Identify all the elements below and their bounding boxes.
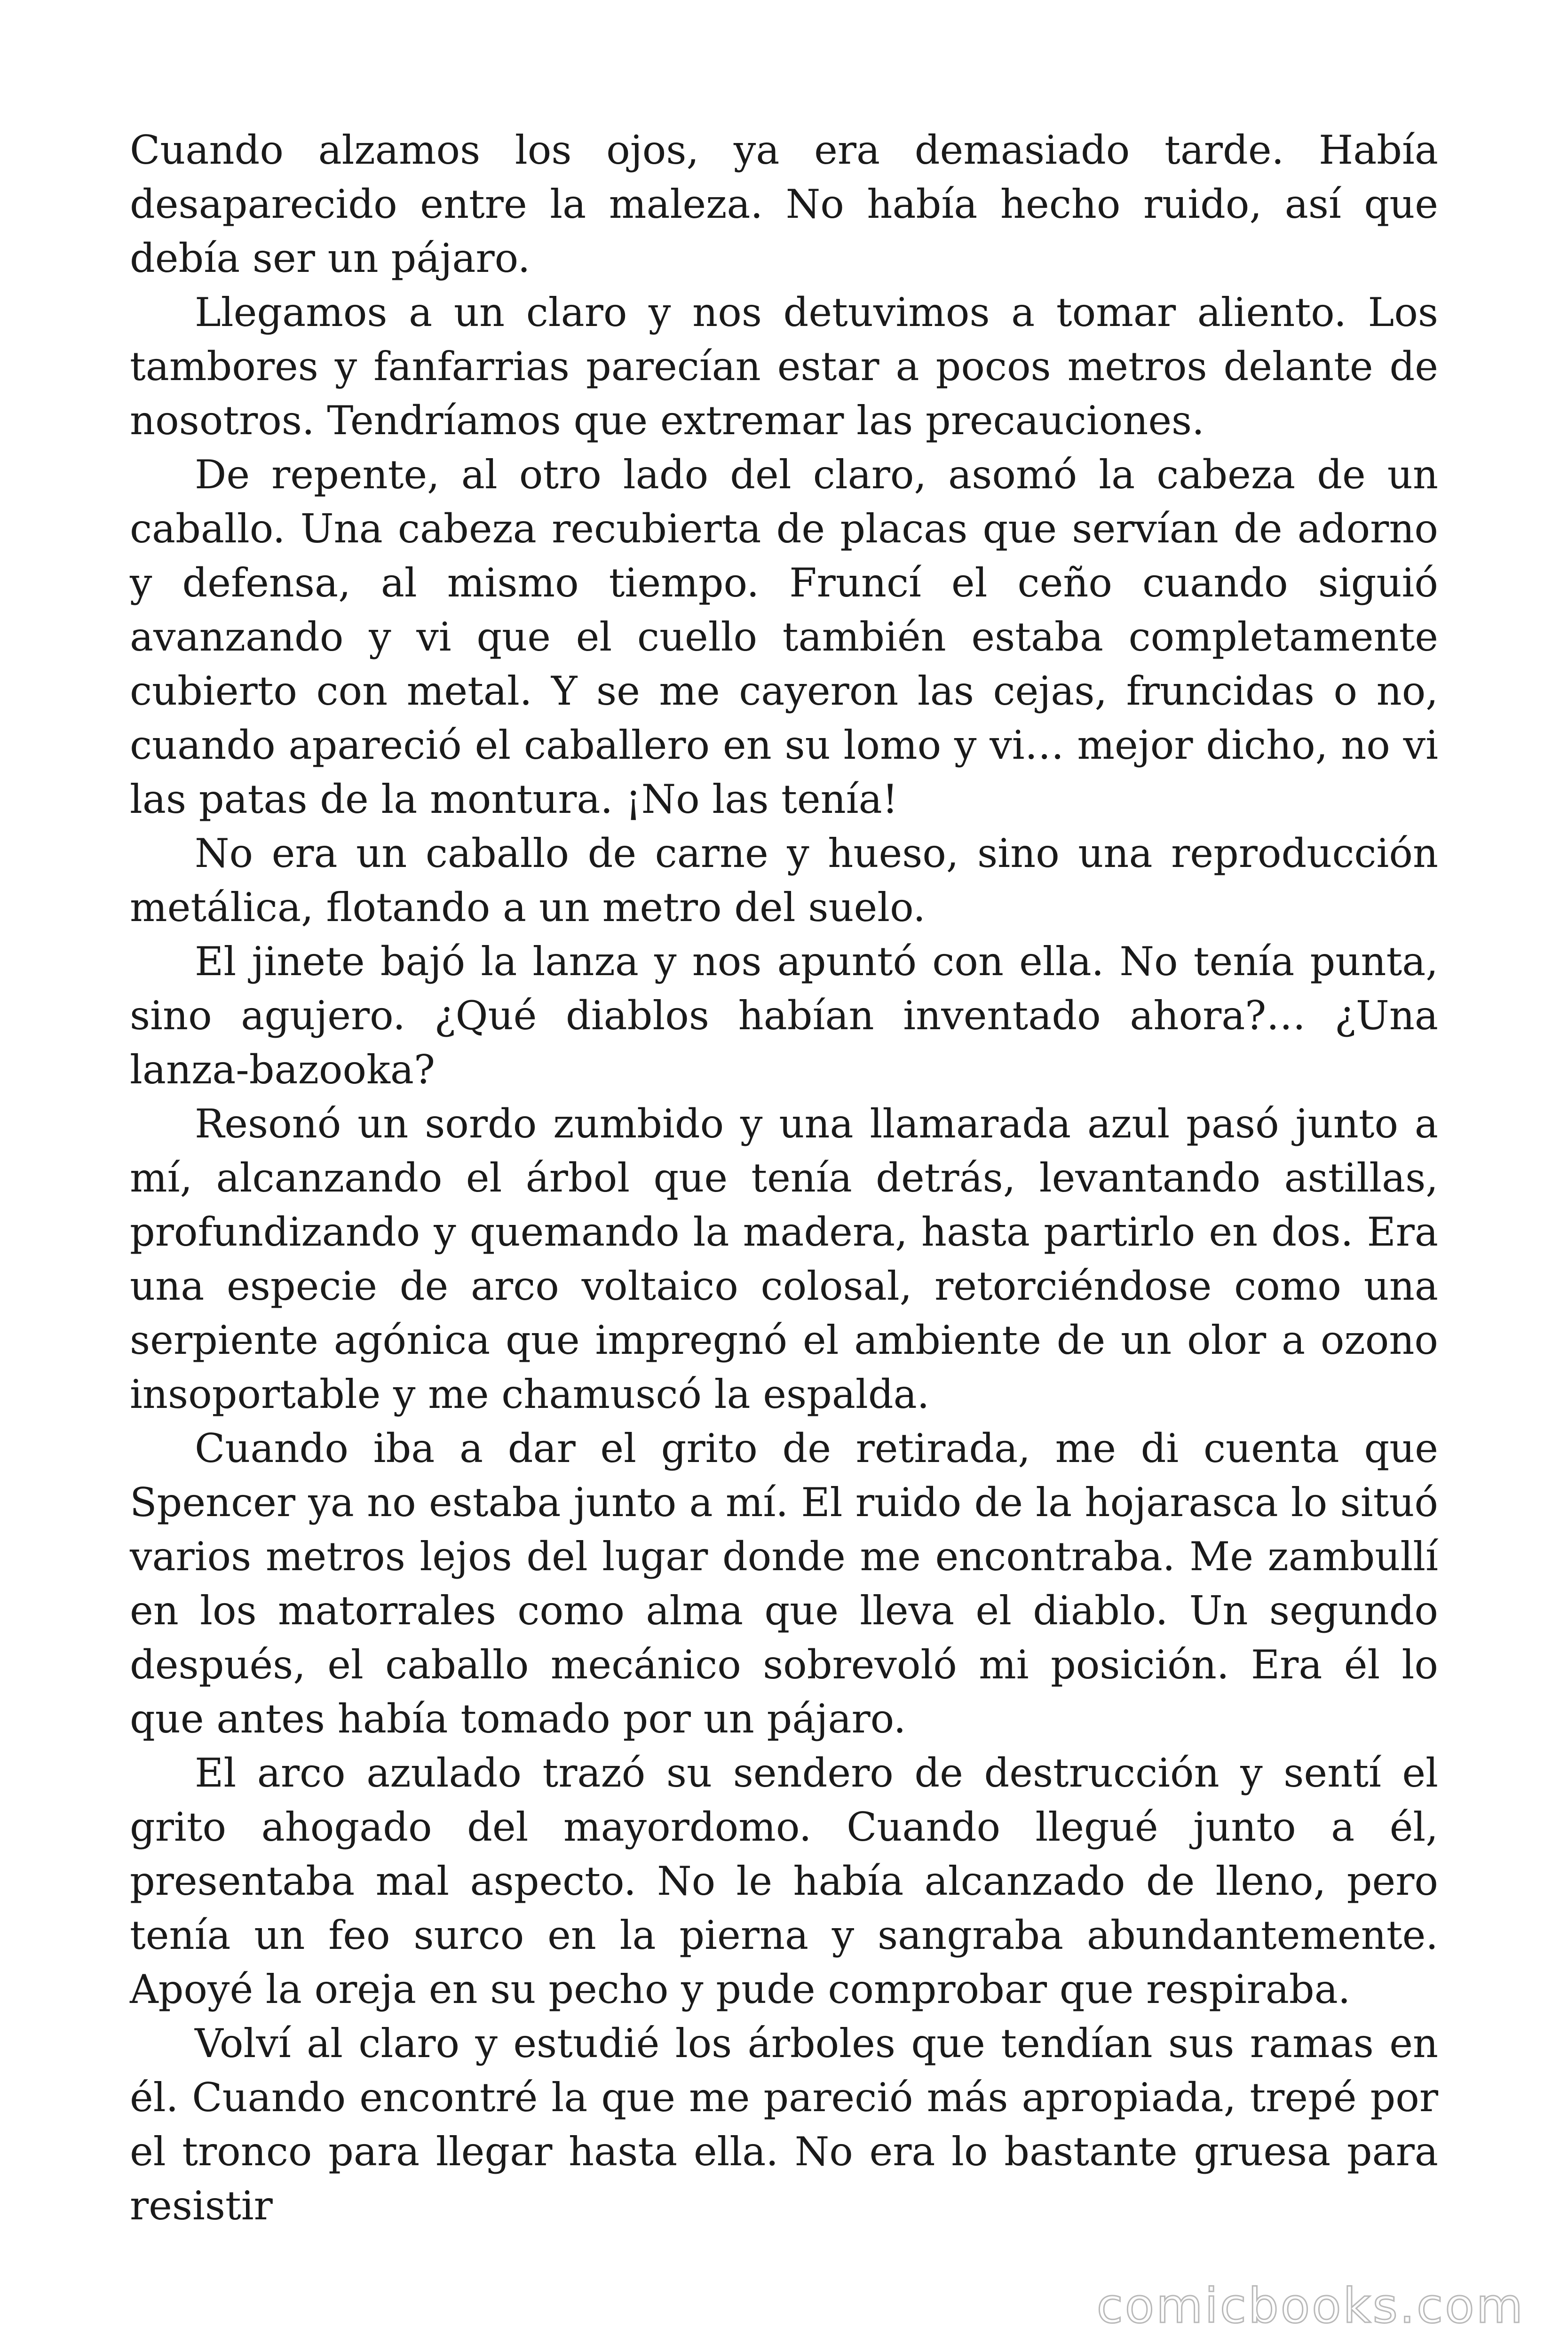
watermark: comicbooks.com: [1096, 2278, 1525, 2334]
paragraph: El arco azulado trazó su sendero de destrucción y sentí el grito ahogado del mayordomo. Cuando llegué junto a él, presentaba mal aspecto. No le había alcanzado de lleno, pero tenía un feo surco en la pierna y sangraba abundantemente. Apoyé la oreja en su pecho y pude comprobar que respiraba.: [130, 1750, 1438, 2012]
paragraph: De repente, al otro lado del claro, asomó la cabeza de un caballo. Una cabeza recubierta de placas que servían de adorno y defensa, al mismo tiempo. Fruncí el ceño cuando siguió avanzando y vi que el cuello también estaba completamente cubierto con metal. Y se me cayeron las cejas, fruncidas o no, cuando apareció el caballero en su lomo y vi… mejor dicho, no vi las patas de la montura. ¡No las tenía!: [130, 452, 1438, 822]
paragraph: Resonó un sordo zumbido y una llamarada azul pasó junto a mí, alcanzando el árbol que tenía detrás, levantando astillas, profundizando y quemando la madera, hasta partirlo en dos. Era una especie de arco voltaico colosal, retorciéndose como una serpiente agónica que impregnó el ambiente de un olor a ozono insoportable y me chamuscó la espalda.: [130, 1101, 1438, 1417]
paragraph: Llegamos a un claro y nos detuvimos a tomar aliento. Los tambores y fanfarrias parecían estar a pocos metros delante de nosotros. Tendríamos que extremar las precauciones.: [130, 289, 1438, 444]
book-page-text: [130, 123, 1438, 2233]
paragraph: Volví al claro y estudié los árboles que tendían sus ramas en él. Cuando encontré la que me pareció más apropiada, trepé por el tronco para llegar hasta ella. No era lo bastante gruesa para resistir: [130, 2020, 1438, 2229]
paragraph: Cuando alzamos los ojos, ya era demasiado tarde. Había desaparecido entre la maleza. No había hecho ruido, así que debía ser un pájaro.: [130, 127, 1438, 281]
paragraph: No era un caballo de carne y hueso, sino una reproducción metálica, flotando a un metro del suelo.: [130, 830, 1438, 930]
paragraph: El jinete bajó la lanza y nos apuntó con ella. No tenía punta, sino agujero. ¿Qué diablos habían inventado ahora?… ¿Una lanza-bazooka?: [130, 938, 1438, 1093]
paragraph: Cuando iba a dar el grito de retirada, me di cuenta que Spencer ya no estaba junto a mí. El ruido de la hojarasca lo situó varios metros lejos del lugar donde me encontraba. Me zambullí en los matorrales como alma que lleva el diablo. Un segundo después, el caballo mecánico sobrevoló mi posición. Era él lo que antes había tomado por un pájaro.: [130, 1425, 1438, 1742]
